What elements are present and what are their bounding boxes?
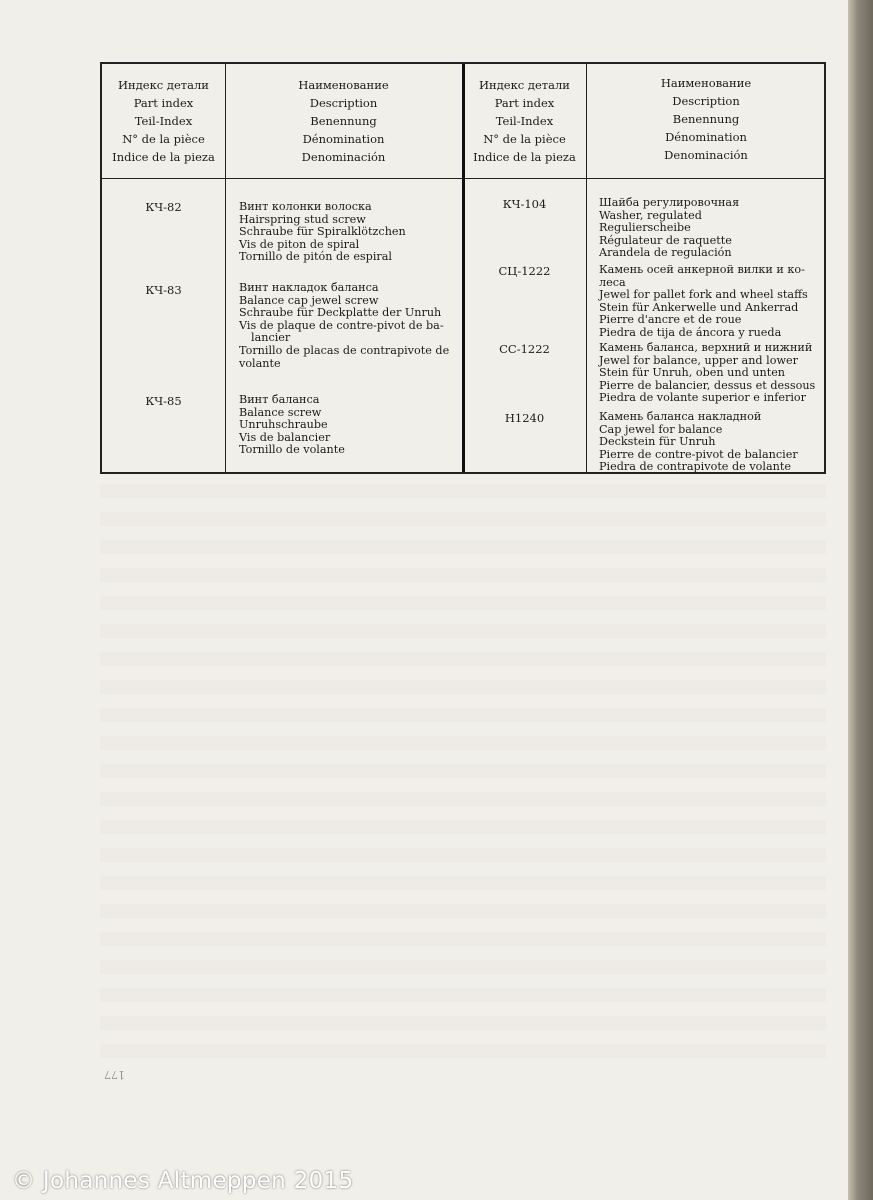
bleed-through-area [100,478,826,1058]
part-index-kch82: КЧ-82 [145,200,182,214]
page-edge [848,0,873,1200]
part-description-ss1222: Камень баланса, верхний и нижний Jewel for balance, upper and lower Stein für Unruh, oben und unten Pierre de balancier, dessus et dessous Piedra de volante superior e inferior [599,341,816,405]
header-left-index: Индекс детали Part index Teil-Index N° de la pièce Indice de la pieza [112,78,215,164]
copyright-watermark: © Johannes Altmeppen 2015 [12,1168,354,1194]
header-right-description: Наименование Description Benennung Dénomination Denominación [660,76,752,162]
part-description-kch85: Винт баланса Balance screw Unruhschraube Vis de balancier Tornillo de volante [239,393,345,457]
part-description-kch104: Шайба регулировочная Washer, regulated Regulierscheibe Régulateur de raquette Arandela de regulación [599,196,740,260]
part-index-kch85: КЧ-85 [145,394,182,408]
parts-table [100,62,826,474]
header-right-index: Индекс детали Part index Teil-Index N° de la pièce Indice de la pieza [473,78,576,164]
part-index-ss1222: СС-1222 [499,342,550,356]
header-left-description: Наименование Description Benennung Dénomination Denominación [298,78,389,164]
part-index-kch83: КЧ-83 [145,283,182,297]
part-index-n1240: Н1240 [504,411,545,425]
part-description-kch83: Винт накладок баланса Balance cap jewel screw Schraube für Deckplatte der Unruh Vis de plaque de contre-pivot de ba- lancier Tornillo de placas de contrapivote de volante [239,281,450,370]
part-description-kch82: Винт колонки волоска Hairspring stud screw Schraube für Spiralklötzchen Vis de piton de spiral Tornillo de pitón de espiral [239,200,406,264]
part-index-kch104: КЧ-104 [502,197,547,211]
part-index-sc1222: СЦ-1222 [498,264,551,278]
part-description-sc1222: Камень осей анкерной вилки и ко- леса Jewel for pallet fork and wheel staffs Stein für Ankerwelle und Ankerrad Pierre d'ancre et de roue Piedra de tija de áncora y rueda [599,263,808,339]
part-description-n1240: Камень баланса накладной Cap jewel for balance Deckstein für Unruh Pierre de contre-pivot de balancier Piedra de contrapivote de volante [599,410,798,474]
page-number: 177 [104,1068,125,1081]
